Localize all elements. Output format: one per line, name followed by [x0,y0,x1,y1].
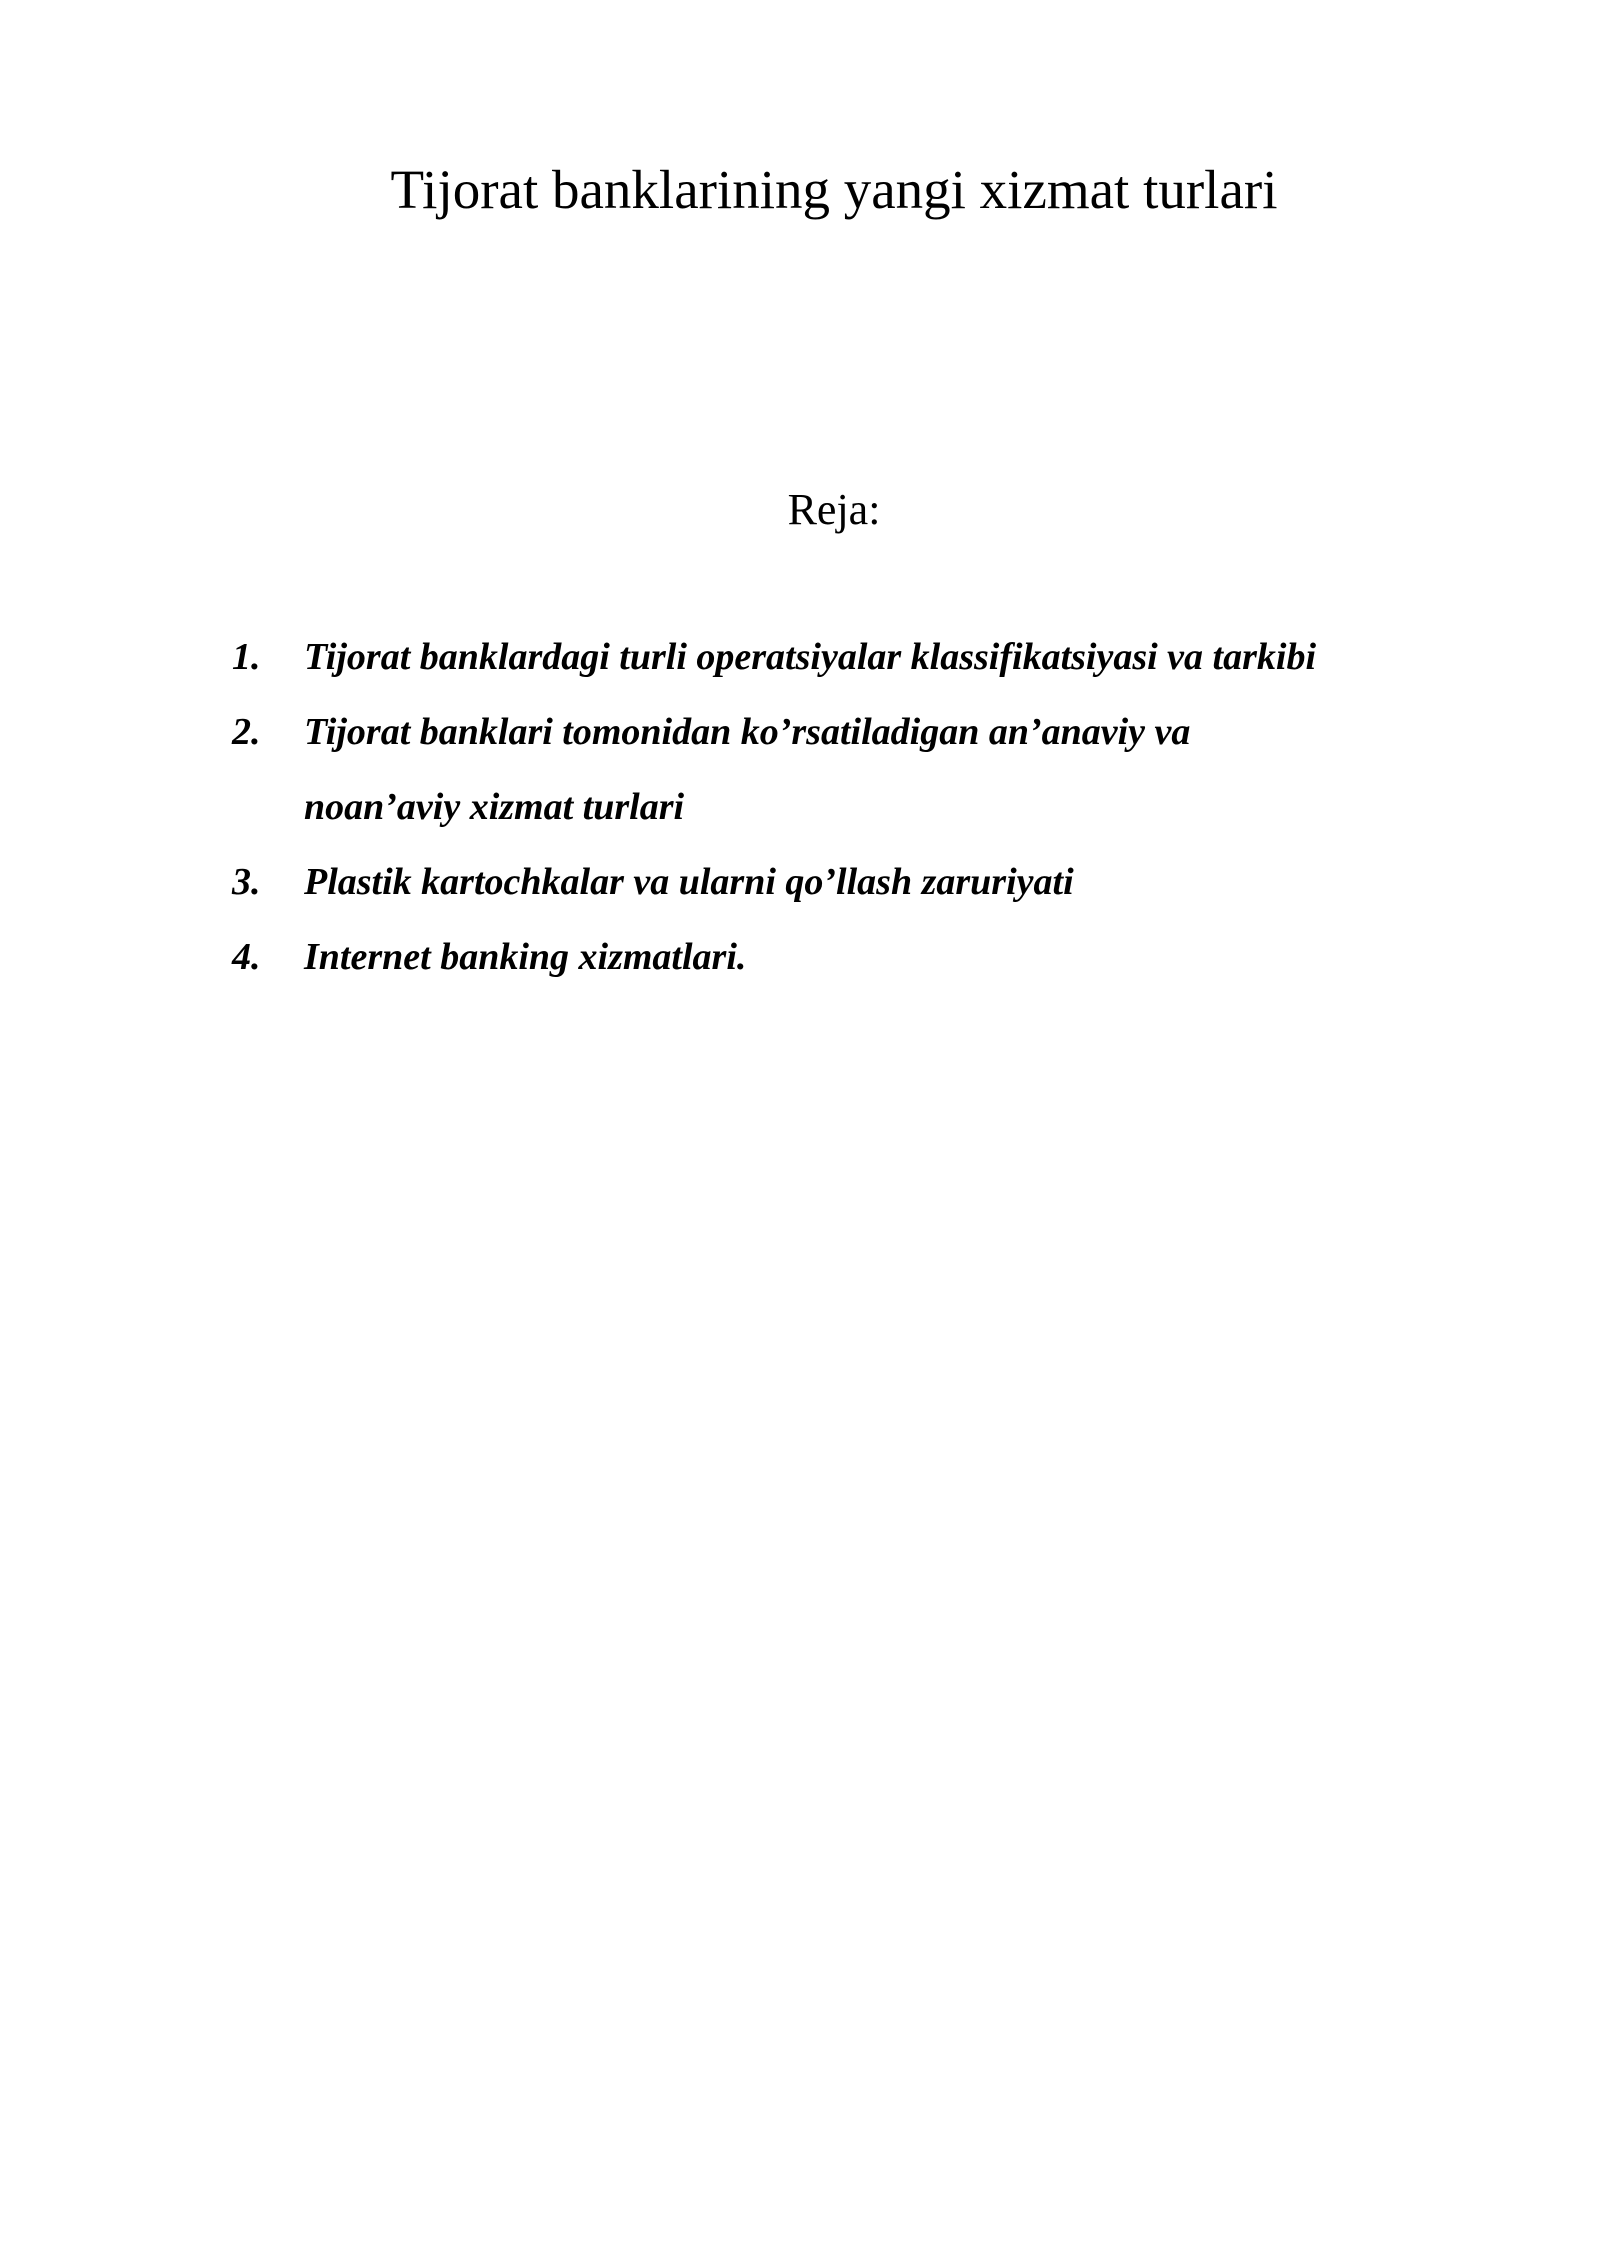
plan-item-number: 1. [232,636,261,678]
document-title: Tijorat banklarining yangi xizmat turlari [390,159,1278,220]
plan-item-text: Internet banking xizmatlari. [304,936,747,978]
plan-item [232,920,1522,995]
plan-item-number: 4. [232,936,261,978]
plan-item-text: Tijorat banklardagi turli operatsiyalar klassifikatsiyasi va tarkibi [304,636,1317,678]
plan-item [232,620,1522,695]
plan-item-text: Plastik kartochkalar va ularni qo’llash zaruriyati [304,861,1074,903]
plan-item [232,845,1522,920]
plan-item-number: 2. [232,711,261,753]
plan-item [232,695,1522,845]
plan-list [232,620,1522,995]
plan-item-text: Tijorat banklari tomonidan ko’rsatiladigan an’anaviy va noan’aviy xizmat turlari [304,711,1191,828]
plan-item-number: 3. [232,861,261,903]
plan-heading: Reja: [787,485,881,534]
